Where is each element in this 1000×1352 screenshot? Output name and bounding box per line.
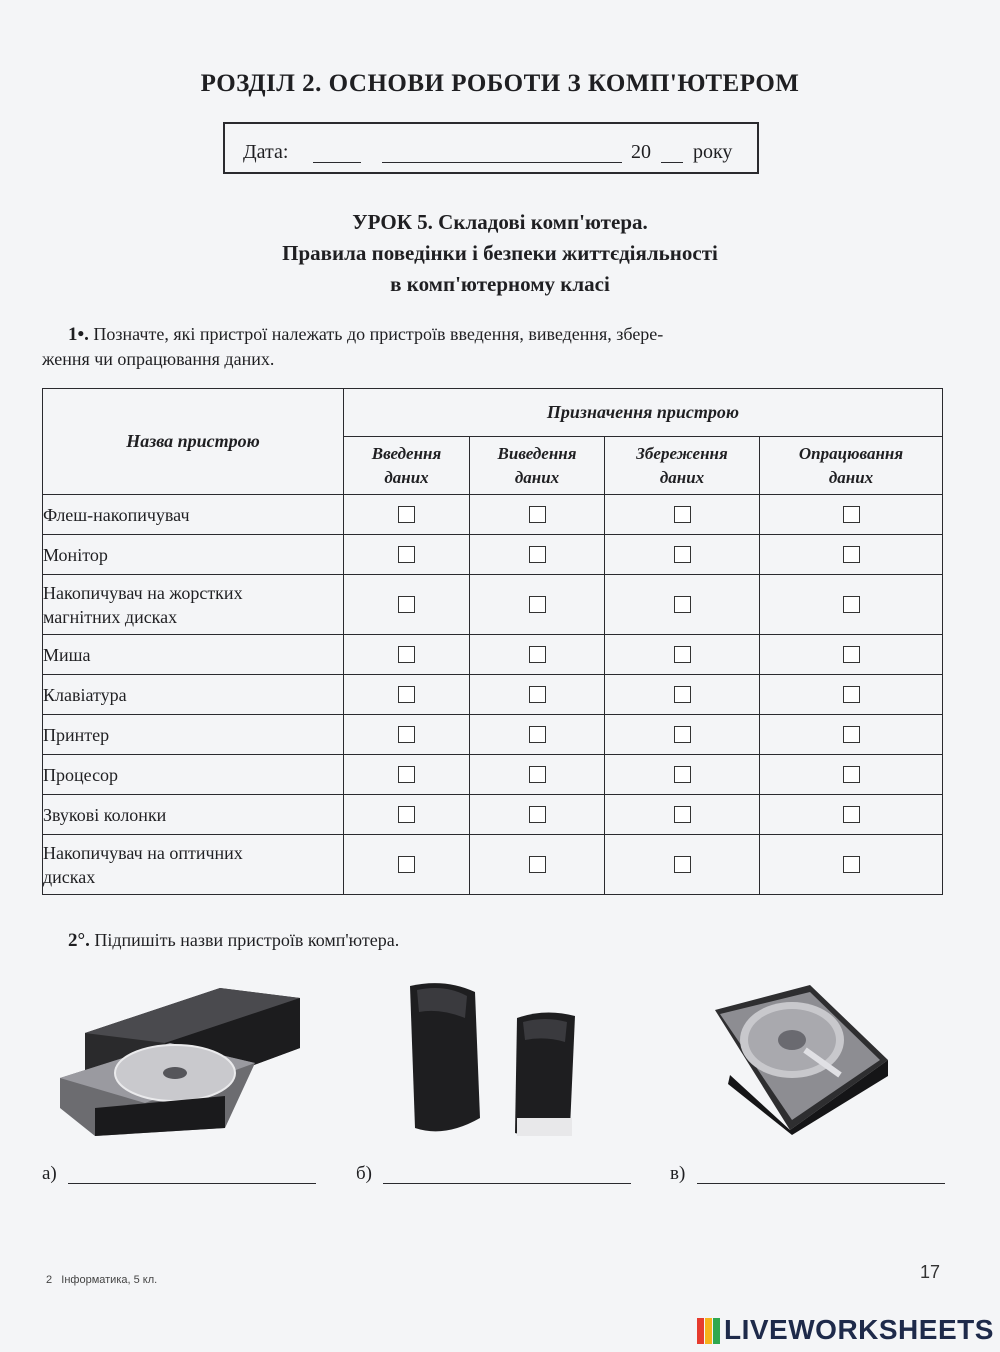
checkbox-processing[interactable] [843, 726, 860, 743]
checkbox-input[interactable] [398, 646, 415, 663]
checkbox-output[interactable] [529, 856, 546, 873]
table-row [43, 635, 943, 675]
table-row [43, 495, 943, 535]
checkbox-input[interactable] [398, 506, 415, 523]
row-label: Принтер [43, 715, 344, 755]
col-header-storage: Збереження даних [605, 437, 760, 495]
page-number: 17 [920, 1262, 941, 1282]
checkbox-processing[interactable] [843, 506, 860, 523]
row-label: Монітор [43, 535, 344, 575]
date-year-suffix: року [693, 141, 733, 163]
answer-label-a: а) [42, 1163, 57, 1184]
checkbox-processing[interactable] [843, 856, 860, 873]
checkbox-input[interactable] [398, 856, 415, 873]
brand-text: LIVEWORKSHEETS [724, 1314, 994, 1345]
date-year-line[interactable] [661, 162, 683, 163]
checkbox-output[interactable] [529, 686, 546, 703]
checkbox-storage[interactable] [674, 806, 691, 823]
checkbox-input[interactable] [398, 596, 415, 613]
date-label: Дата: [243, 141, 289, 163]
row-label: Миша [43, 635, 344, 675]
col-header-input: Введення даних [344, 437, 470, 495]
checkbox-storage[interactable] [674, 506, 691, 523]
answer-line-a[interactable] [68, 1183, 316, 1184]
checkbox-storage[interactable] [674, 766, 691, 783]
answer-line-c[interactable] [697, 1183, 945, 1184]
checkbox-output[interactable] [529, 646, 546, 663]
lesson-title-line3: в комп'ютерному класі [390, 272, 610, 296]
checkbox-output[interactable] [529, 806, 546, 823]
checkbox-output[interactable] [529, 726, 546, 743]
checkbox-input[interactable] [398, 686, 415, 703]
checkbox-input[interactable] [398, 546, 415, 563]
table-row [43, 795, 943, 835]
task2-number: 2°. [68, 930, 90, 951]
task1-number: 1•. [68, 324, 89, 345]
checkbox-output[interactable] [529, 596, 546, 613]
name-header: Назва пристрою [43, 389, 344, 495]
checkbox-processing[interactable] [843, 766, 860, 783]
checkbox-output[interactable] [529, 546, 546, 563]
checkbox-storage[interactable] [674, 856, 691, 873]
date-year-prefix: 20 [631, 141, 651, 163]
row-label: Процесор [43, 755, 344, 795]
checkbox-storage[interactable] [674, 686, 691, 703]
row-label: Звукові колонки [43, 795, 344, 835]
answer-label-c: в) [670, 1163, 686, 1184]
checkbox-input[interactable] [398, 726, 415, 743]
task1-text [42, 322, 947, 347]
task1-text-line1: Позначте, які пристрої належать до пристроїв введення, виведення, збере- [93, 324, 664, 344]
checkbox-processing[interactable] [843, 686, 860, 703]
task1-text-line2: ження чи опрацювання даних. [42, 349, 275, 369]
row-label: Клавіатура [43, 675, 344, 715]
checkbox-output[interactable] [529, 506, 546, 523]
lesson-title-line1: УРОК 5. Складові комп'ютера. [352, 210, 648, 234]
checkbox-processing[interactable] [843, 546, 860, 563]
task2-instruction: Підпишіть назви пристроїв комп'ютера. [94, 930, 400, 950]
row-label: Флеш-накопичувач [43, 495, 344, 535]
date-day-line[interactable] [313, 162, 361, 163]
task2-text [42, 928, 947, 953]
checkbox-input[interactable] [398, 806, 415, 823]
checkbox-input[interactable] [398, 766, 415, 783]
checkbox-storage[interactable] [674, 726, 691, 743]
checkbox-output[interactable] [529, 766, 546, 783]
hard-disk-image [710, 980, 890, 1135]
footer-book-title: 2 Інформатика, 5 кл. [46, 1274, 158, 1286]
purpose-header: Призначення пристрою [344, 389, 943, 437]
device-table [42, 388, 943, 895]
table-row [43, 535, 943, 575]
liveworksheets-logo-icon [697, 1318, 721, 1344]
row-label: Накопичувач на жорстких магнітних дисках [43, 575, 344, 635]
table-row [43, 575, 943, 635]
checkbox-storage[interactable] [674, 646, 691, 663]
checkbox-processing[interactable] [843, 806, 860, 823]
checkbox-processing[interactable] [843, 646, 860, 663]
table-row [43, 755, 943, 795]
optical-drive-image [55, 978, 315, 1138]
table-row [43, 835, 943, 895]
checkbox-storage[interactable] [674, 596, 691, 613]
answer-line-b[interactable] [383, 1183, 631, 1184]
lesson-title-line2: Правила поведінки і безпеки життєдіяльності [282, 241, 718, 265]
date-box [223, 122, 759, 174]
table-row [43, 675, 943, 715]
speakers-image [405, 978, 580, 1140]
checkbox-processing[interactable] [843, 596, 860, 613]
answer-label-b: б) [356, 1163, 372, 1184]
col-header-output: Виведення даних [470, 437, 605, 495]
col-header-processing: Опрацювання даних [760, 437, 943, 495]
section-title: РОЗДІЛ 2. ОСНОВИ РОБОТИ З КОМП'ЮТЕРОМ [200, 70, 800, 97]
date-month-line[interactable] [382, 162, 622, 163]
row-label: Накопичувач на оптичних дисках [43, 835, 344, 895]
checkbox-storage[interactable] [674, 546, 691, 563]
table-row [43, 715, 943, 755]
